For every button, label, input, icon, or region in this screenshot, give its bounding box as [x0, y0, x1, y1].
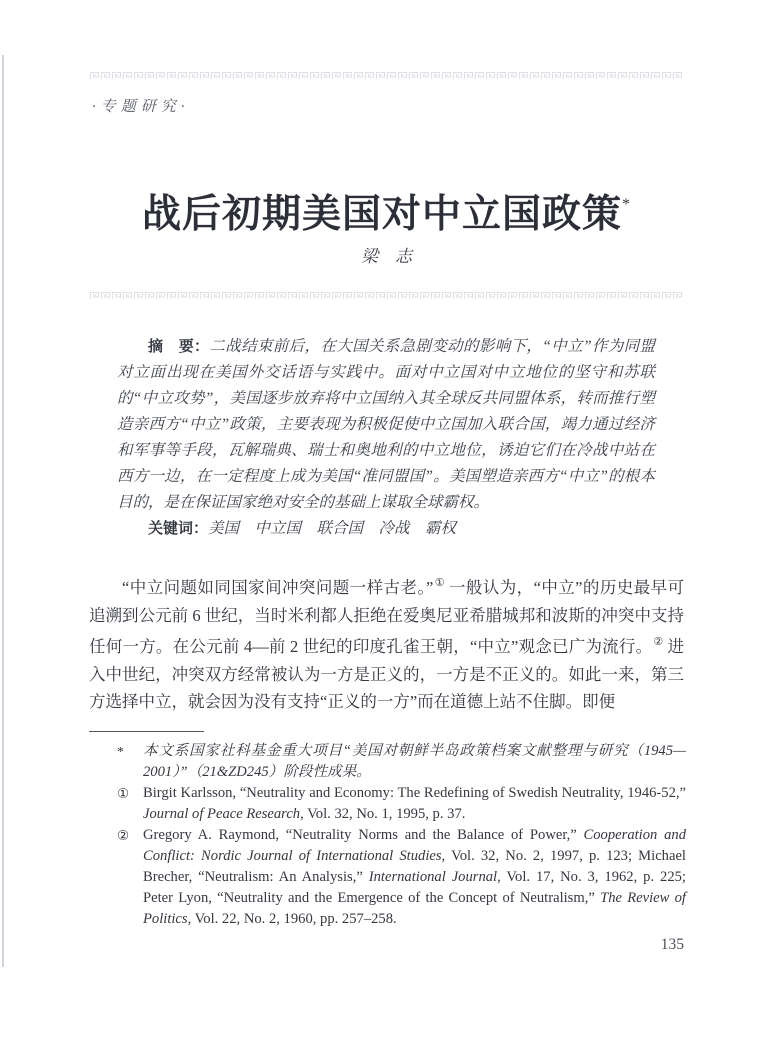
body-segment: “中立问题如同国家间冲突问题一样古老。”	[122, 578, 434, 597]
keywords-text: 美国 中立国 联合国 冷战 霸权	[208, 520, 457, 537]
article-title	[89, 181, 684, 239]
meander-border-bottom-icon	[89, 291, 684, 300]
footnote-item-star	[89, 741, 686, 783]
footnote-ref-2: ②	[653, 636, 664, 648]
footnote-list	[89, 741, 686, 930]
abstract-text: 二战结束前后，在大国关系急剧变动的影响下，“中立”作为同盟对立面出现在美国外交话语与实践中。面对中立国对中立地位的坚守和苏联的“中立攻势”，美国逐步放弃将中立国纳入其全球反共同盟体系，转而推行塑造亲西方“中立”政策，主要表现为积极促使中立国加入联合国，竭力通过经济和军事等手段，瓦解瑞典、瑞士和奥地利的中立地位，诱迫它们在冷战中站在西方一边，在一定程度上成为美国“准同盟国”。美国塑造亲西方“中立”的根本目的，是在保证国家绝对安全的基础上谋取全球霸权。	[117, 338, 655, 511]
body-paragraph	[89, 570, 684, 712]
footnote-marker: *	[117, 744, 124, 759]
journal-title: International Journal	[368, 869, 498, 885]
article-title-text: 战后初期美国对中立国政策	[141, 193, 622, 237]
page-number: 135	[660, 936, 684, 953]
footnote-marker: ②	[117, 828, 130, 843]
keywords-line	[117, 516, 655, 542]
footnote-item-1	[89, 783, 686, 825]
footnote-text	[143, 783, 686, 825]
journal-title: Journal of Peace Research	[143, 806, 301, 822]
citation-segment: , Vol. 22, No. 2, 1960, pp. 257–258.	[187, 911, 397, 927]
title-footnote-marker: *	[622, 196, 631, 214]
footnote-divider	[89, 731, 204, 732]
citation-segment: Birgit Karlsson, “Neutrality and Economy: The Redefining of Swedish Neutrality, 1946-52,”	[143, 785, 686, 801]
footnote-ref-1: ①	[434, 577, 446, 589]
citation-segment: , Vol. 32, No. 1, 1995, p. 37.	[300, 806, 466, 822]
keywords-label: 关键词：	[148, 520, 209, 537]
footnote-text: 本文系国家社科基金重大项目“美国对朝鲜半岛政策档案文献整理与研究（1945—2001）”（21&ZD245）阶段性成果。	[143, 743, 686, 780]
meander-border-top-icon	[89, 71, 684, 80]
author-name: 梁 志	[361, 247, 412, 266]
abstract-section	[117, 334, 655, 542]
citation-segment: Gregory A. Raymond, “Neutrality Norms and the Balance of Power,”	[143, 827, 584, 843]
body-segment: 进入中世纪，冲突双方经常被认为一方是正义的，一方是不正义的。如此一来，第三方选择中立，就会因为没有支持“正义的一方”而在道德上站不住脚。即便	[89, 637, 684, 711]
body-segment: 一般认为，“中立”的历史最早可追溯到公元前 6 世纪，当时米利都人拒绝在爱奥尼亚希腊城邦和波斯的冲突中支持任何一方。在公元前 4—前 2 世纪的印度孔雀王朝，“中立”观念已广为流行。	[89, 578, 684, 656]
footnote-marker: ①	[117, 786, 130, 801]
citation-segment: , Vol. 32, No. 2, 1997, p. 123; Michael Brecher, “Neutralism: An Analysis,”	[143, 848, 686, 885]
footnote-text	[143, 825, 686, 930]
abstract-label: 摘 要：	[148, 338, 210, 355]
section-label: ·专题研究·	[92, 99, 190, 115]
journal-title: Cooperation and Conflict: Nordic Journal of International Studies	[143, 827, 686, 864]
abstract-paragraph	[117, 334, 655, 516]
citation-segment: , Vol. 17, No. 3, 1962, p. 225; Peter Lyon, “Neutrality and the Emergence of the Concept of Neutralism,”	[143, 869, 686, 906]
page-scan-edge	[2, 55, 4, 967]
footnote-item-2	[89, 825, 686, 930]
journal-title: The Review of Politics	[143, 890, 686, 927]
